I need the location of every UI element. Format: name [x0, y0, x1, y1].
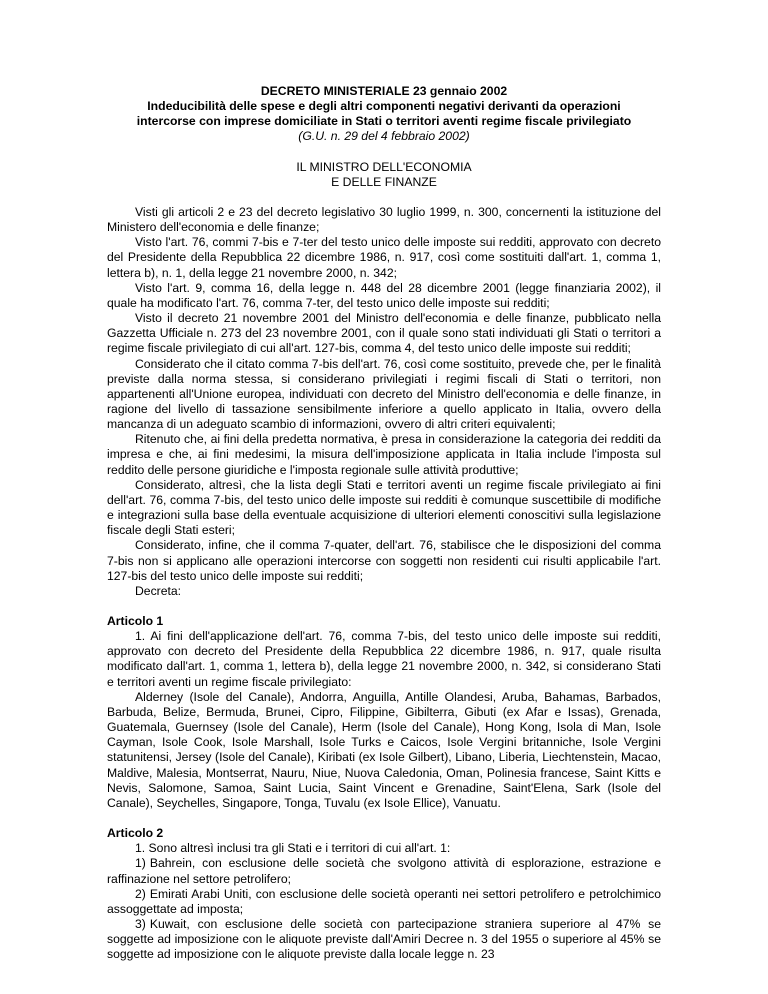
preamble-paragraph: Visto l'art. 9, comma 16, della legge n. 448 del 28 dicembre 2001 (legge finanziaria 2002), il quale ha modificato l'art. 76, comma 7-ter, del testo unico delle imposte sui redditi; — [107, 280, 661, 310]
document-page — [107, 84, 661, 962]
article-2 — [107, 826, 661, 962]
preamble-paragraph: Considerato che il citato comma 7-bis dell'art. 76, così come sostituito, prevede che, per le finalità previste dalla norma stessa, si considerano privilegiati i regimi fiscali di Stati o territori, non appartenenti all'Unione europea, individuati con decreto del Ministro dell'economia e delle finanze, in ragione del livello di tassazione sensibilmente inferiore a quello applicato in Italia, ovvero della mancanza di un adeguato scambio di informazioni, ovvero di altri criteri equivalenti; — [107, 356, 661, 432]
article-2-item — [107, 917, 661, 962]
decree-subtitle-line2: intercorse con imprese domiciliate in Stati o territori aventi regime fiscale privilegiato — [136, 114, 632, 129]
decree-title: DECRETO MINISTERIALE 23 gennaio 2002 — [260, 84, 508, 98]
article-2-item — [107, 887, 661, 917]
item-text: Kuwait, con esclusione delle società con partecipazione straniera superiore al 47% se soggette ad imposizione con le aliquote previste dall'Amiri Decree n. 3 del 1955 o superiore al 45% se soggette ad imposizione con le aliquote previste dalla locale legge n. 23 — [107, 916, 661, 962]
article-1 — [107, 614, 661, 811]
preamble-paragraph: Visto l'art. 76, commi 7-bis e 7-ter del testo unico delle imposte sui redditi, approvato con decreto del Presidente della Repubblica 22 dicembre 1986, n. 917, così come sostituiti dall'art. 1, comma 1, lettera b), n. 1, della legge 21 novembre 2000, n. 342; — [107, 235, 661, 280]
decree-subtitle-line1: Indeducibilità delle spese e degli altri componenti negativi derivanti da operazioni — [147, 99, 621, 114]
item-number: 2) — [135, 886, 146, 901]
issuer-heading — [107, 160, 661, 190]
article-1-country-list: Alderney (Isole del Canale), Andorra, Anguilla, Antille Olandesi, Aruba, Bahamas, Barbados, Barbuda, Belize, Bermuda, Brunei, Cipro, Filippine, Gibilterra, Gibuti (ex Afar e Issas), Grenada, Guatemala, Guernsey (Isole del Canale), Herm (Isole del Canale), Hong Kong, Isola di Man, Isole Cayman, Isole Cook, Isole Marshall, Isole Turks e Caicos, Isole Vergini britanniche, Isole Vergini statunitensi, Jersey (Isole del Canale), Kiribati (ex Isole Gilbert), Libano, Liberia, Liechtenstein, Macao, Maldive, Malesia, Montserrat, Nauru, Niue, Nuova Caledonia, Oman, Polinesia francese, Saint Kitts e Nevis, Salomone, Samoa, Saint Lucia, Saint Vincent e Grenadine, Saint'Elena, Sark (Isole del Canale), Seychelles, Singapore, Tonga, Tuvalu (ex Isole Ellice), Vanuatu. — [107, 689, 661, 810]
article-1-title: Articolo 1 — [107, 614, 164, 628]
item-text: Emirati Arabi Uniti, con esclusione delle società operanti nei settori petrolifero e petrolchimico assoggettate ad imposta; — [107, 886, 661, 916]
article-2-item — [107, 856, 661, 886]
preamble-paragraph: Considerato, altresì, che la lista degli Stati e territori aventi un regime fiscale privilegiato ai fini dell'art. 76, comma 7-bis, del testo unico delle imposte sui redditi è comunque suscettibile di modifiche e integrazioni sulla base della eventuale acquisizione di ulteriori elementi conoscitivi sulla legislazione fiscale degli Stati esteri; — [107, 477, 661, 538]
issuer-line1: IL MINISTRO DELL'ECONOMIA — [296, 159, 472, 174]
preamble — [107, 205, 661, 599]
article-2-intro: 1. Sono altresì inclusi tra gli Stati e i territori di cui all'art. 1: — [135, 841, 451, 856]
item-number: 3) — [135, 916, 146, 931]
article-1-paragraph: 1. Ai fini dell'applicazione dell'art. 76, comma 7-bis, del testo unico delle imposte sui redditi, approvato con decreto del Presidente della Repubblica 22 dicembre 1986, n. 917, quale risulta modificato dall'art. 1, comma 1, lettera b), della legge 21 novembre 2000, n. 342, si considerano Stati e territori aventi un regime fiscale privilegiato: — [107, 629, 661, 689]
preamble-paragraph: Ritenuto che, ai fini della predetta normativa, è presa in considerazione la categoria dei redditi da impresa e che, ai fini medesimi, la misura dell'imposizione applicata in Italia include l'imposta sul reddito delle persone giuridiche e l'imposta regionale sulle attività produttive; — [107, 432, 661, 477]
preamble-paragraph: Visto il decreto 21 novembre 2001 del Ministro dell'economia e delle finanze, pubblicato nella Gazzetta Ufficiale n. 273 del 23 novembre 2001, con il quale sono stati individuati gli Stati o territori a regime fiscale privilegiato di cui all'art. 127-bis, comma 4, del testo unico delle imposte sui redditi; — [107, 311, 661, 356]
article-2-title: Articolo 2 — [107, 826, 164, 841]
item-number: 1) — [135, 856, 146, 871]
decreta-line: Decreta: — [135, 583, 182, 598]
preamble-paragraph: Visti gli articoli 2 e 23 del decreto legislativo 30 luglio 1999, n. 300, concernenti la istituzione del Ministero dell'economia e delle finanze; — [107, 204, 661, 235]
preamble-paragraph: Considerato, infine, che il comma 7-quater, dell'art. 76, stabilisce che le disposizioni del comma 7-bis non si applicano alle operazioni intercorse con soggetti non residenti cui risulti applicabile l'art. 127-bis del testo unico delle imposte sui redditi; — [107, 538, 661, 583]
gazette-reference: (G.U. n. 29 del 4 febbraio 2002) — [298, 129, 470, 144]
document-header — [107, 84, 661, 145]
issuer-line2: E DELLE FINANZE — [331, 174, 437, 189]
item-text: Bahrein, con esclusione delle società che svolgono attività di esplorazione, estrazione e raffinazione nel settore petrolifero; — [107, 856, 661, 886]
